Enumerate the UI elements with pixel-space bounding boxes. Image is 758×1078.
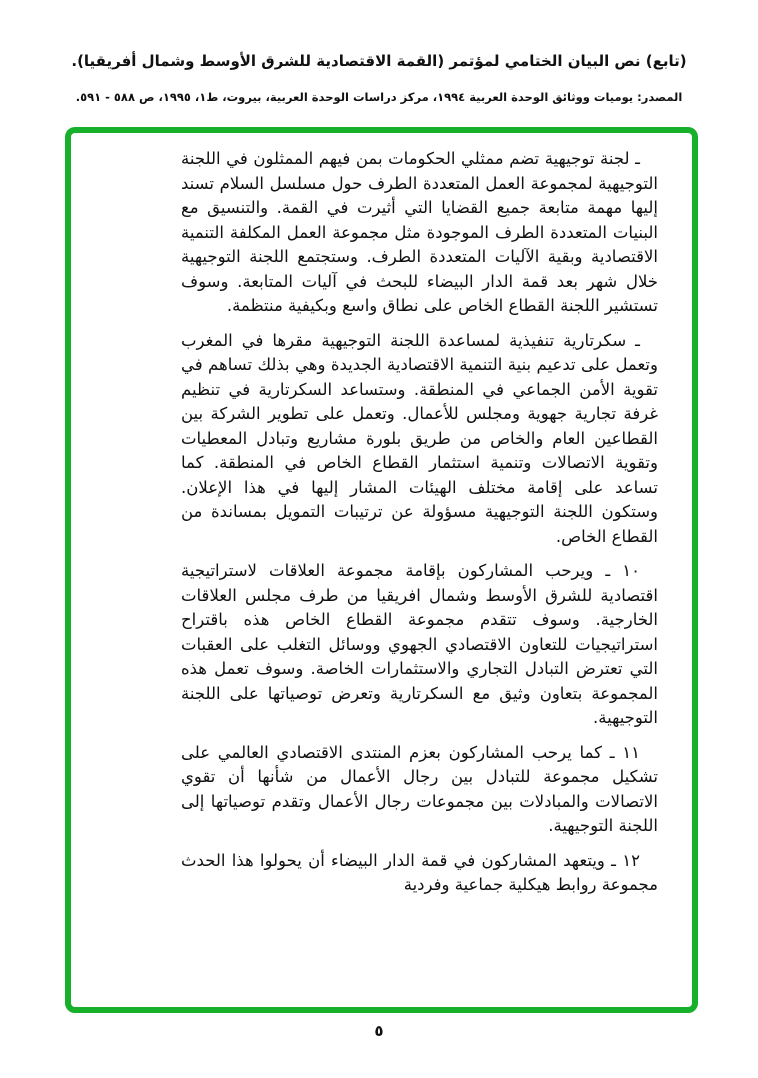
paragraph-item-10: ١٠ ـ ويرحب المشاركون بإقامة مجموعة العلاقات لاستراتيجية اقتصادية للشرق الأوسط وشمال افريقيا من طرف مجلس العلاقات الخارجية. وسوف تتقدم مجموعة القطاع الخاص هذه باقتراح استراتيجيات للتعاون الاقتصادي الجهوي ووسائل التغلب على العقبات التي تعترض التبادل التجاري والاستثمارات الخاصة. وسوف تعمل هذه المجموعة بتعاون وثيق مع السكرتارية وتعرض توصياتها على اللجنة التوجيهية. — [181, 561, 658, 727]
paragraph-item-12: ١٢ ـ ويتعهد المشاركون في قمة الدار البيضاء أن يحولوا هذا الحدث مجموعة روابط هيكلية جماعية وفردية — [181, 850, 658, 894]
document-title: (تابع) نص البيان الختامي لمؤتمر (القمة الاقتصادية للشرق الأوسط وشمال أفريقيا). — [71, 52, 687, 70]
document-body — [181, 147, 658, 898]
paragraph-executive-secretariat: ـ سكرتارية تنفيذية لمساعدة اللجنة التوجيهية مقرها في المغرب وتعمل على تدعيم بنية التنمية الاقتصادية الجديدة وهي بذلك تساهم في تقوية الأمن الجماعي في المنطقة. وستساعد السكرتارية في تنظيم غرفة تجارية جهوية ومجلس للأعمال. وتعمل على تطوير الشركة بين القطاعين العام والخاص من طريق بلورة مشاريع وتبادل المعطيات وتقوية الاتصالات وتنمية استثمار القطاع الخاص في المنطقة. كما تساعد على إقامة مختلف الهيئات المشار إليها في هذا الإعلان. وستكون اللجنة التوجيهية مسؤولة عن ترتيبات التمويل بمساندة من القطاع الخاص. — [181, 330, 658, 546]
paragraph-item-11: ١١ ـ كما يرحب المشاركون بعزم المنتدى الاقتصادي العالمي على تشكيل مجموعة للتبادل بين رجال الأعمال من شأنها أن تقوي الاتصالات والمبادلات بين مجموعات رجال الأعمال وتقدم توصياتها إلى اللجنة التوجيهية. — [181, 742, 658, 835]
paragraph-steering-committee: ـ لجنة توجيهية تضم ممثلي الحكومات بمن فيهم الممثلون في اللجنة التوجيهية لمجموعة العمل المتعددة الطرف حول مسلسل السلام تسند إليها مهمة متابعة جميع القضايا التي أثيرت في القمة. والتنسيق مع البنيات المتعددة الطرف الموجودة مثل مجموعة العمل المكلفة التنمية الاقتصادية وبقية الآليات المتعددة الطرف. وستجتمع اللجنة التوجيهية خلال شهر بعد قمة الدار البيضاء للبحث في آليات المتابعة. وسوف تستشير اللجنة القطاع الخاص على نطاق واسع وبكيفية منتظمة. — [181, 149, 658, 315]
document-source-citation: المصدر: يوميات ووثائق الوحدة العربية ١٩٩٤، مركز دراسات الوحدة العربية، بيروت، ط١، ١٩٩٥، ص ٥٨٨ - ٥٩١. — [75, 90, 683, 104]
page-number: ٥ — [374, 1022, 384, 1040]
document-text-box — [65, 127, 698, 1013]
